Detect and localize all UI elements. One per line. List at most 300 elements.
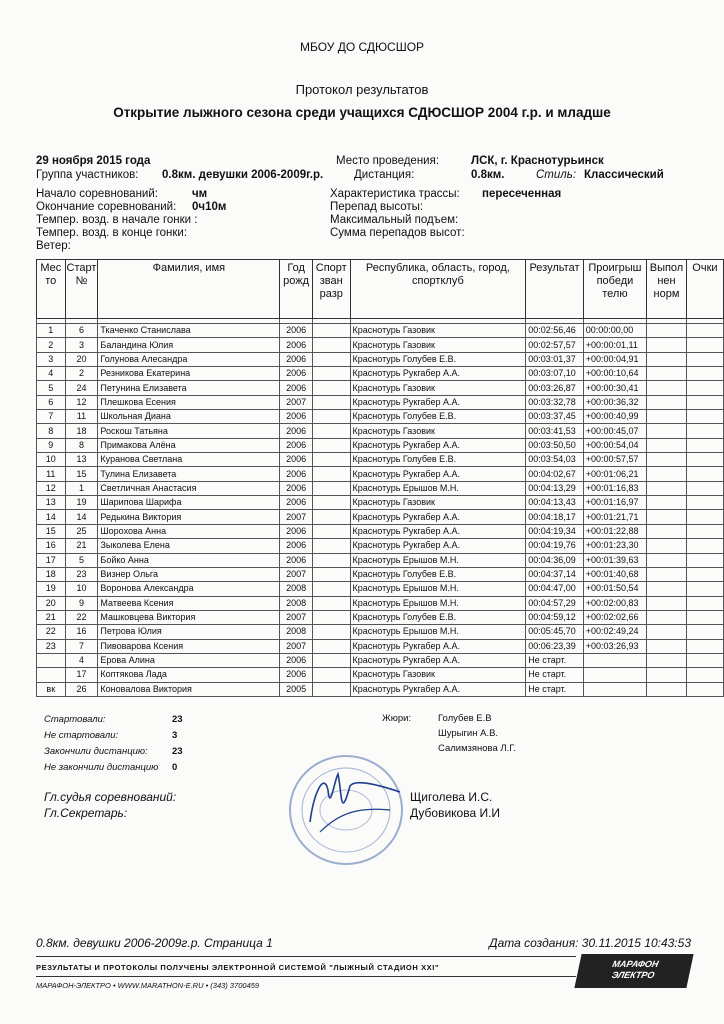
row-norm <box>647 596 687 610</box>
row-points <box>686 467 723 481</box>
row-norm <box>647 338 687 352</box>
row-points <box>686 338 723 352</box>
row-place: 17 <box>37 553 66 567</box>
row-club: Краснотурь Голубев Е.В. <box>350 410 526 424</box>
row-year: 2006 <box>280 324 313 338</box>
chief-judge-label: Гл.судья соревнований: <box>44 790 177 804</box>
row-bib: 19 <box>65 496 98 510</box>
row-place: 19 <box>37 582 66 596</box>
row-points <box>686 324 723 338</box>
row-result: 00:03:01,37 <box>526 352 584 366</box>
row-place: 11 <box>37 467 66 481</box>
row-norm <box>647 668 687 682</box>
row-place: 4 <box>37 367 66 381</box>
table-row <box>37 453 724 467</box>
row-club: Краснотурь Ерышов М.Н. <box>350 625 526 639</box>
row-gap: +00:01:16,83 <box>583 481 646 495</box>
row-place: 21 <box>37 610 66 624</box>
row-norm <box>647 438 687 452</box>
row-norm <box>647 567 687 581</box>
row-gap: +00:00:40,99 <box>583 410 646 424</box>
row-name: Тулина Елизавета <box>98 467 280 481</box>
row-result: 00:05:45,70 <box>526 625 584 639</box>
row-norm <box>647 625 687 639</box>
row-gap: +00:03:26,93 <box>583 639 646 653</box>
row-place <box>37 668 66 682</box>
row-points <box>686 395 723 409</box>
row-place: 7 <box>37 410 66 424</box>
row-rank <box>312 539 350 553</box>
place-value: ЛСК, г. Краснотурьинск <box>471 155 604 167</box>
jury-member: Шурыгин А.В. <box>438 728 499 739</box>
row-year: 2007 <box>280 639 313 653</box>
row-bib: 23 <box>65 567 98 581</box>
row-name: Резникова Екатерина <box>98 367 280 381</box>
row-bib: 18 <box>65 424 98 438</box>
row-rank <box>312 682 350 696</box>
row-name: Матвеева Ксения <box>98 596 280 610</box>
row-norm <box>647 481 687 495</box>
row-points <box>686 496 723 510</box>
row-club: Краснотурь Газовик <box>350 668 526 682</box>
row-rank <box>312 424 350 438</box>
row-club: Краснотурь Газовик <box>350 424 526 438</box>
row-name: Воронова Александра <box>98 582 280 596</box>
row-place: 6 <box>37 395 66 409</box>
row-place: 14 <box>37 510 66 524</box>
row-points <box>686 510 723 524</box>
logo-text: ЭЛЕКТРО <box>610 970 656 980</box>
total-drop-label: Сумма перепадов высот: <box>330 227 465 239</box>
row-name: Пивоварова Ксения <box>98 639 280 653</box>
table-header-row <box>37 260 724 319</box>
row-bib: 14 <box>65 510 98 524</box>
not-finished-label: Не закончили дистанцию <box>44 762 159 773</box>
row-gap: +00:01:39,63 <box>583 553 646 567</box>
row-club: Краснотурь Рукгабер А.А. <box>350 510 526 524</box>
row-gap: +00:02:02,66 <box>583 610 646 624</box>
row-name: Куранова Светлана <box>98 453 280 467</box>
row-norm <box>647 553 687 567</box>
row-bib: 22 <box>65 610 98 624</box>
row-points <box>686 625 723 639</box>
row-club: Краснотурь Рукгабер А.А. <box>350 367 526 381</box>
row-norm <box>647 496 687 510</box>
table-row <box>37 610 724 624</box>
row-year: 2006 <box>280 653 313 667</box>
started-label: Стартовали: <box>44 714 106 725</box>
row-result: 00:03:54,03 <box>526 453 584 467</box>
finished-label: Закончили дистанцию: <box>44 746 148 757</box>
row-rank <box>312 410 350 424</box>
not-started-value: 3 <box>172 730 178 741</box>
row-result: 00:03:26,87 <box>526 381 584 395</box>
jury-member: Салимзянова Л.Г. <box>438 743 516 754</box>
row-place <box>37 653 66 667</box>
table-row <box>37 481 724 495</box>
start-value: чм <box>192 188 208 200</box>
col-header-gap: Проигрыш победи телю <box>583 260 646 319</box>
track-value: пересеченная <box>482 188 562 200</box>
row-name: Визнер Ольга <box>98 567 280 581</box>
row-place: 10 <box>37 453 66 467</box>
row-bib: 2 <box>65 367 98 381</box>
row-rank <box>312 352 350 366</box>
row-points <box>686 582 723 596</box>
row-result: 00:04:57,29 <box>526 596 584 610</box>
row-result: 00:04:13,43 <box>526 496 584 510</box>
row-gap: +00:00:57,57 <box>583 453 646 467</box>
row-rank <box>312 481 350 495</box>
chief-secretary-label: Гл.Секретарь: <box>44 806 128 820</box>
row-club: Краснотурь Рукгабер А.А. <box>350 539 526 553</box>
row-norm <box>647 682 687 696</box>
row-name: Бойко Анна <box>98 553 280 567</box>
distance-label: Дистанция: <box>354 169 415 181</box>
col-header-result: Результат <box>526 260 584 319</box>
col-header-club: Республика, область, город, спортклуб <box>350 260 526 319</box>
row-name: Голунова Алесандра <box>98 352 280 366</box>
row-bib: 24 <box>65 381 98 395</box>
row-year: 2006 <box>280 467 313 481</box>
row-club: Краснотурь Рукгабер А.А. <box>350 653 526 667</box>
row-points <box>686 567 723 581</box>
row-club: Краснотурь Газовик <box>350 324 526 338</box>
row-bib: 26 <box>65 682 98 696</box>
row-bib: 21 <box>65 539 98 553</box>
row-bib: 8 <box>65 438 98 452</box>
row-club: Краснотурь Голубев Е.В. <box>350 453 526 467</box>
protocol-heading: Протокол результатов <box>295 82 429 97</box>
row-bib: 3 <box>65 338 98 352</box>
row-norm <box>647 453 687 467</box>
row-result: 00:03:32,78 <box>526 395 584 409</box>
row-bib: 6 <box>65 324 98 338</box>
row-rank <box>312 467 350 481</box>
table-row <box>37 352 724 366</box>
row-rank <box>312 367 350 381</box>
row-place: 22 <box>37 625 66 639</box>
row-result: Не старт. <box>526 682 584 696</box>
row-club: Краснотурь Рукгабер А.А. <box>350 467 526 481</box>
row-result: 00:04:13,29 <box>526 481 584 495</box>
row-year: 2007 <box>280 395 313 409</box>
row-year: 2007 <box>280 510 313 524</box>
row-points <box>686 639 723 653</box>
row-year: 2006 <box>280 381 313 395</box>
row-points <box>686 410 723 424</box>
row-points <box>686 653 723 667</box>
row-rank <box>312 395 350 409</box>
row-name: Школьная Диана <box>98 410 280 424</box>
row-place: 5 <box>37 381 66 395</box>
row-gap: +00:00:10,64 <box>583 367 646 381</box>
table-row <box>37 653 724 667</box>
started-value: 23 <box>172 714 183 725</box>
row-points <box>686 553 723 567</box>
row-points <box>686 524 723 538</box>
row-year: 2006 <box>280 668 313 682</box>
row-rank <box>312 496 350 510</box>
row-points <box>686 610 723 624</box>
row-norm <box>647 324 687 338</box>
row-result: 00:03:41,53 <box>526 424 584 438</box>
event-title: Открытие лыжного сезона среди учащихся СДЮСШОР 2004 г.р. и младше <box>113 105 611 120</box>
row-gap: +00:01:22,88 <box>583 524 646 538</box>
row-gap: +00:00:54,04 <box>583 438 646 452</box>
table-row <box>37 467 724 481</box>
row-place: 1 <box>37 324 66 338</box>
official-stamp-seal <box>280 752 410 872</box>
row-name: Примакова Алёна <box>98 438 280 452</box>
group-value: 0.8км. девушки 2006-2009г.р. <box>162 169 324 181</box>
row-gap <box>583 668 646 682</box>
row-norm <box>647 610 687 624</box>
footer-contact-line: МАРАФОН-ЭЛЕКТРО • WWW.MARATHON-E.RU • (343) 3700459 <box>36 981 260 990</box>
row-place: 18 <box>37 567 66 581</box>
distance-value: 0.8км. <box>471 169 505 181</box>
row-points <box>686 668 723 682</box>
row-year: 2005 <box>280 682 313 696</box>
logo-text: МАРАФОН <box>611 959 660 969</box>
row-norm <box>647 467 687 481</box>
row-name: Машковцева Виктория <box>98 610 280 624</box>
table-row <box>37 367 724 381</box>
row-place: 3 <box>37 352 66 366</box>
row-result: 00:04:59,12 <box>526 610 584 624</box>
not-started-label: Не стартовали: <box>44 730 119 741</box>
group-label: Группа участников: <box>36 169 139 181</box>
row-bib: 15 <box>65 467 98 481</box>
row-result: Не старт. <box>526 668 584 682</box>
row-club: Краснотурь Газовик <box>350 381 526 395</box>
row-club: Краснотурь Рукгабер А.А. <box>350 639 526 653</box>
footer-created-date: Дата создания: 30.11.2015 10:43:53 <box>489 936 691 950</box>
place-label: Место проведения: <box>336 155 440 167</box>
row-place: 13 <box>37 496 66 510</box>
row-result: 00:04:18,17 <box>526 510 584 524</box>
row-club: Краснотурь Газовик <box>350 338 526 352</box>
table-row <box>37 338 724 352</box>
not-finished-value: 0 <box>172 762 178 773</box>
row-bib: 1 <box>65 481 98 495</box>
row-club: Краснотурь Голубев Е.В. <box>350 352 526 366</box>
row-rank <box>312 324 350 338</box>
row-points <box>686 539 723 553</box>
row-points <box>686 424 723 438</box>
row-gap: +00:00:01,11 <box>583 338 646 352</box>
track-label: Характеристика трассы: <box>330 188 460 200</box>
table-row <box>37 424 724 438</box>
row-result: Не старт. <box>526 653 584 667</box>
end-value: 0ч10м <box>192 201 227 213</box>
row-rank <box>312 625 350 639</box>
row-club: Краснотурь Голубев Е.В. <box>350 610 526 624</box>
row-result: 00:03:37,45 <box>526 410 584 424</box>
row-points <box>686 438 723 452</box>
row-place: 9 <box>37 438 66 452</box>
table-row <box>37 410 724 424</box>
row-rank <box>312 510 350 524</box>
row-place: 12 <box>37 481 66 495</box>
row-norm <box>647 539 687 553</box>
footer-system-line: РЕЗУЛЬТАТЫ И ПРОТОКОЛЫ ПОЛУЧЕНЫ ЭЛЕКТРОННОЙ СИСТЕМОЙ "ЛЫЖНЫЙ СТАДИОН XXI" <box>36 963 440 972</box>
row-norm <box>647 395 687 409</box>
col-header-name: Фамилия, имя <box>98 260 280 319</box>
climb-label: Максимальный подъем: <box>330 214 459 226</box>
row-result: 00:03:07,10 <box>526 367 584 381</box>
footer-group-page: 0.8км. девушки 2006-2009г.р. Страница 1 <box>36 936 273 950</box>
row-place: 8 <box>37 424 66 438</box>
row-bib: 20 <box>65 352 98 366</box>
row-rank <box>312 639 350 653</box>
wind-label: Ветер: <box>36 240 71 252</box>
row-gap <box>583 653 646 667</box>
row-norm <box>647 639 687 653</box>
row-name: Светличная Анастасия <box>98 481 280 495</box>
style-value: Классический <box>584 169 664 181</box>
row-year: 2008 <box>280 596 313 610</box>
table-row <box>37 567 724 581</box>
row-gap: +00:01:50,54 <box>583 582 646 596</box>
row-year: 2006 <box>280 496 313 510</box>
row-year: 2006 <box>280 352 313 366</box>
row-points <box>686 596 723 610</box>
table-row <box>37 524 724 538</box>
row-bib: 5 <box>65 553 98 567</box>
row-norm <box>647 410 687 424</box>
table-row <box>37 668 724 682</box>
row-norm <box>647 582 687 596</box>
row-result: 00:04:37,14 <box>526 567 584 581</box>
chief-secretary-name: Дубовикова И.И <box>410 806 501 820</box>
row-year: 2008 <box>280 582 313 596</box>
row-norm <box>647 524 687 538</box>
row-bib: 10 <box>65 582 98 596</box>
table-row <box>37 539 724 553</box>
row-rank <box>312 524 350 538</box>
row-bib: 4 <box>65 653 98 667</box>
row-rank <box>312 653 350 667</box>
row-rank <box>312 582 350 596</box>
row-result: 00:04:02,67 <box>526 467 584 481</box>
row-gap: +00:01:16,97 <box>583 496 646 510</box>
row-name: Коновалова Виктория <box>98 682 280 696</box>
row-name: Баландина Юлия <box>98 338 280 352</box>
row-bib: 25 <box>65 524 98 538</box>
row-result: 00:04:19,76 <box>526 539 584 553</box>
row-points <box>686 381 723 395</box>
row-year: 2006 <box>280 524 313 538</box>
row-name: Редькина Виктория <box>98 510 280 524</box>
row-gap: +00:00:45,07 <box>583 424 646 438</box>
row-norm <box>647 352 687 366</box>
row-year: 2006 <box>280 553 313 567</box>
row-year: 2007 <box>280 567 313 581</box>
row-club: Краснотурь Ерышов М.Н. <box>350 596 526 610</box>
row-place: 16 <box>37 539 66 553</box>
row-club: Краснотурь Газовик <box>350 496 526 510</box>
row-year: 2006 <box>280 338 313 352</box>
row-rank <box>312 381 350 395</box>
row-club: Краснотурь Рукгабер А.А. <box>350 524 526 538</box>
col-header-points: Очки <box>686 260 723 319</box>
footer-divider <box>36 976 576 977</box>
row-year: 2006 <box>280 453 313 467</box>
row-name: Ткаченко Станислава <box>98 324 280 338</box>
jury-member: Голубев Е.В <box>438 713 492 724</box>
row-name: Коптякова Лада <box>98 668 280 682</box>
table-row <box>37 682 724 696</box>
event-date: 29 ноября 2015 года <box>36 155 151 167</box>
col-header-rank: Спорт зван разр <box>312 260 350 319</box>
drop-label: Перепад высоты: <box>330 201 424 213</box>
row-year: 2006 <box>280 438 313 452</box>
row-norm <box>647 653 687 667</box>
col-header-year: Год рожд <box>280 260 313 319</box>
row-name: Петунина Елизавета <box>98 381 280 395</box>
row-club: Краснотурь Ерышов М.Н. <box>350 582 526 596</box>
row-year: 2006 <box>280 481 313 495</box>
row-gap <box>583 682 646 696</box>
row-name: Петрова Юлия <box>98 625 280 639</box>
row-rank <box>312 596 350 610</box>
table-row <box>37 381 724 395</box>
row-bib: 17 <box>65 668 98 682</box>
table-row <box>37 582 724 596</box>
row-club: Краснотурь Рукгабер А.А. <box>350 438 526 452</box>
row-name: Роскош Татьяна <box>98 424 280 438</box>
results-body <box>37 319 724 697</box>
row-place: вк <box>37 682 66 696</box>
row-bib: 11 <box>65 410 98 424</box>
row-name: Плешкова Есения <box>98 395 280 409</box>
results-table <box>36 259 724 697</box>
row-gap: +00:02:00,83 <box>583 596 646 610</box>
row-bib: 9 <box>65 596 98 610</box>
row-points <box>686 367 723 381</box>
row-norm <box>647 367 687 381</box>
row-result: 00:04:36,09 <box>526 553 584 567</box>
row-place: 20 <box>37 596 66 610</box>
row-result: 00:02:56,46 <box>526 324 584 338</box>
jury-label: Жюри: <box>382 713 412 724</box>
row-club: Краснотурь Ерышов М.Н. <box>350 481 526 495</box>
col-header-place: Мес то <box>37 260 66 319</box>
row-points <box>686 481 723 495</box>
table-row <box>37 496 724 510</box>
row-name: Шарипова Шарифа <box>98 496 280 510</box>
table-row <box>37 625 724 639</box>
table-row <box>37 596 724 610</box>
row-place: 23 <box>37 639 66 653</box>
table-row <box>37 438 724 452</box>
row-rank <box>312 553 350 567</box>
row-place: 2 <box>37 338 66 352</box>
row-gap: +00:00:36,32 <box>583 395 646 409</box>
row-gap: +00:00:04,91 <box>583 352 646 366</box>
row-gap: +00:01:06,21 <box>583 467 646 481</box>
row-year: 2006 <box>280 410 313 424</box>
row-rank <box>312 668 350 682</box>
row-club: Краснотурь Рукгабер А.А. <box>350 395 526 409</box>
row-name: Зыколева Елена <box>98 539 280 553</box>
row-club: Краснотурь Голубев Е.В. <box>350 567 526 581</box>
start-label: Начало соревнований: <box>36 188 158 200</box>
row-year: 2006 <box>280 367 313 381</box>
row-result: 00:04:19,34 <box>526 524 584 538</box>
row-gap: +00:01:23,30 <box>583 539 646 553</box>
